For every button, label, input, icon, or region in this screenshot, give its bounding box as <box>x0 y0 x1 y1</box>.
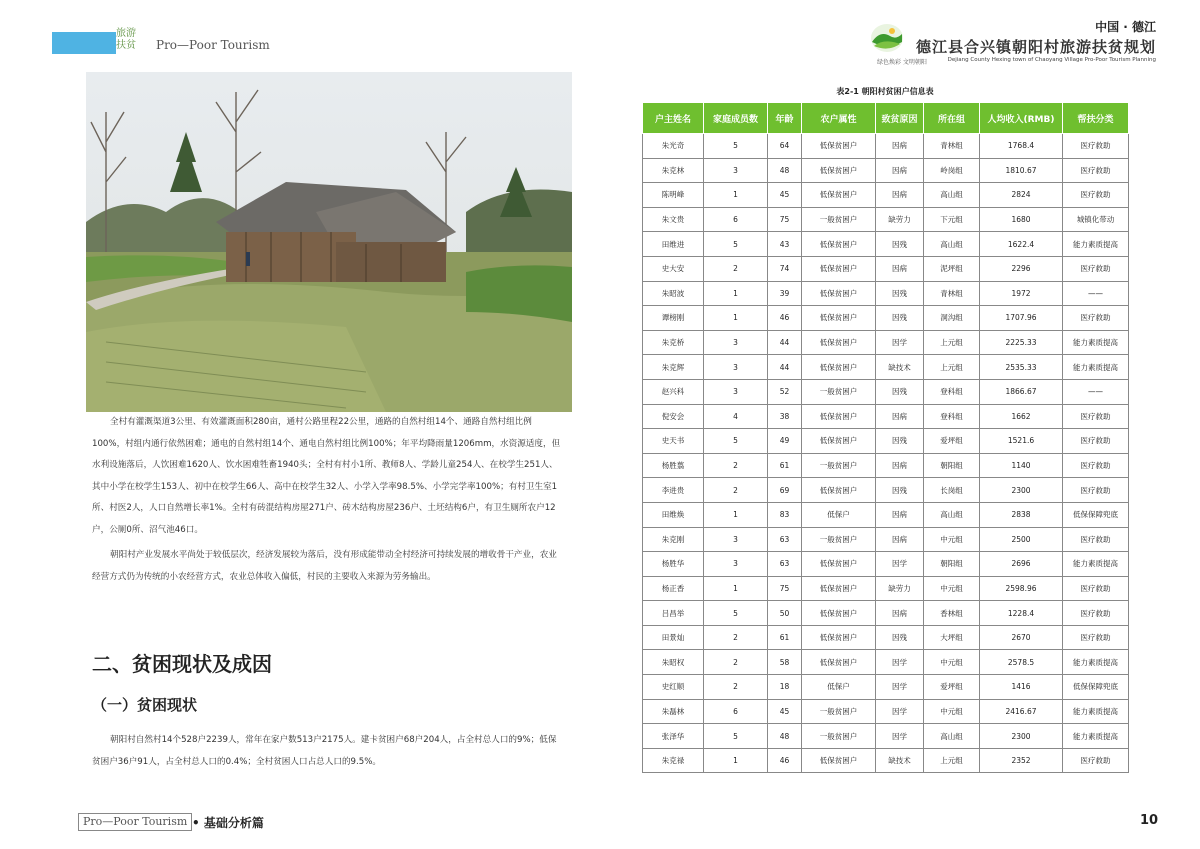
cell-type: 低保贫困户 <box>802 330 876 355</box>
paragraph-infrastructure: 全村有灌溉渠道3公里、有效灌溉面积280亩，通村公路里程22公里，通路的自然村组14个、通路自然村组比例100%，村组内通行依然困难；通电的自然村组14个、通电自然村组比例100%；年平均降雨量1206mm，水资源适度，但水利设施落后，人饮困难1620人、饮水困难牲畜1940头；全村有村小1所、教师8人、学龄儿童254人、在校学生251人、其中小学在校学生153人、初中在校学生66人、高中在校学生32人、小学入学率98.5%、小学完学率100%；有村卫生室1所、村医2人，人口自然增长率1%。全村有砖混结构房屋271户、砖木结构房屋236户、土坯结构6户，有卫生厕所农户12户，公厕0所、沼气池46口。 <box>92 417 561 535</box>
header-household-type: 农户属性 <box>802 103 876 134</box>
cell-size: 2 <box>704 453 768 478</box>
cell-type: 低保贫困户 <box>802 650 876 675</box>
table-row <box>643 748 1129 773</box>
paragraph-industry: 朝阳村产业发展水平尚处于较低层次，经济发展较为落后，没有形成能带动全村经济可持续发展的增收骨干产业，农业经营方式仍为传统的小农经营方式，农业总体收入偏低，村民的主要收入来源为劳务输出。 <box>92 550 557 582</box>
table-caption: 表2-1 朝阳村贫困户信息表 <box>836 87 934 96</box>
header-english-title: Pro—Poor Tourism <box>156 38 270 52</box>
cell-aid: 医疗救助 <box>1063 256 1129 281</box>
cell-income: 1521.6 <box>980 429 1063 454</box>
cell-aid: 医疗救助 <box>1063 134 1129 159</box>
cell-income: 2296 <box>980 256 1063 281</box>
cell-name: 朱磊林 <box>643 699 704 724</box>
cell-age: 46 <box>768 306 802 331</box>
table-row <box>643 134 1129 159</box>
cell-group: 上元组 <box>924 355 980 380</box>
cell-cause: 缺技术 <box>876 355 924 380</box>
cell-cause: 因病 <box>876 527 924 552</box>
cell-type: 低保贫困户 <box>802 478 876 503</box>
cell-cause: 因学 <box>876 675 924 700</box>
footer-section-name: • 基础分析篇 <box>192 816 264 830</box>
cell-aid: 能力素质提高 <box>1063 232 1129 257</box>
cell-type: 低保贫困户 <box>802 183 876 208</box>
cell-age: 48 <box>768 724 802 749</box>
cell-cause: 缺劳力 <box>876 576 924 601</box>
cell-size: 4 <box>704 404 768 429</box>
footer-english-box: Pro—Poor Tourism <box>78 813 192 831</box>
cell-group: 上元组 <box>924 330 980 355</box>
cell-type: 一般贫困户 <box>802 379 876 404</box>
village-house-photo <box>86 72 572 412</box>
cell-name: 朱昭波 <box>643 281 704 306</box>
logo-line-2: 扶贫 <box>116 40 136 51</box>
table-row <box>643 576 1129 601</box>
table-row <box>643 478 1129 503</box>
cell-aid: 医疗救助 <box>1063 404 1129 429</box>
cell-income: 2416.67 <box>980 699 1063 724</box>
cell-group: 高山组 <box>924 502 980 527</box>
cell-age: 69 <box>768 478 802 503</box>
cell-aid: 能力素质提高 <box>1063 355 1129 380</box>
cell-group: 中元组 <box>924 576 980 601</box>
cell-aid: 医疗救助 <box>1063 748 1129 773</box>
cell-cause: 因病 <box>876 134 924 159</box>
cell-size: 5 <box>704 724 768 749</box>
cell-type: 低保贫困户 <box>802 552 876 577</box>
cell-group: 中元组 <box>924 650 980 675</box>
cell-size: 6 <box>704 699 768 724</box>
cell-aid: 能力素质提高 <box>1063 699 1129 724</box>
cell-aid: 能力素质提高 <box>1063 724 1129 749</box>
cell-age: 49 <box>768 429 802 454</box>
cell-aid: 医疗救助 <box>1063 576 1129 601</box>
table-row <box>643 256 1129 281</box>
cell-group: 高山组 <box>924 232 980 257</box>
table-row <box>643 158 1129 183</box>
cell-cause: 因病 <box>876 404 924 429</box>
cell-aid: 能力素质提高 <box>1063 552 1129 577</box>
cell-age: 52 <box>768 379 802 404</box>
cell-income: 1810.67 <box>980 158 1063 183</box>
cell-group: 香林组 <box>924 601 980 626</box>
cell-income: 2670 <box>980 625 1063 650</box>
cell-type: 低保贫困户 <box>802 158 876 183</box>
cell-size: 1 <box>704 306 768 331</box>
cell-income: 1622.4 <box>980 232 1063 257</box>
cell-age: 61 <box>768 453 802 478</box>
cell-group: 岭岗组 <box>924 158 980 183</box>
cell-income: 2598.96 <box>980 576 1063 601</box>
header-household-head: 户主姓名 <box>643 103 704 134</box>
cell-aid: 医疗救助 <box>1063 429 1129 454</box>
cell-name: 朱昭权 <box>643 650 704 675</box>
cell-income: 2352 <box>980 748 1063 773</box>
cell-group: 中元组 <box>924 527 980 552</box>
cell-aid: 医疗救助 <box>1063 601 1129 626</box>
cell-age: 18 <box>768 675 802 700</box>
cell-group: 朝阳组 <box>924 552 980 577</box>
cell-group: 青林组 <box>924 281 980 306</box>
cell-aid: 医疗救助 <box>1063 306 1129 331</box>
cell-type: 低保贫困户 <box>802 256 876 281</box>
village-logo-icon <box>868 22 906 54</box>
cell-income: 1680 <box>980 207 1063 232</box>
cell-size: 5 <box>704 232 768 257</box>
cell-age: 61 <box>768 625 802 650</box>
cell-type: 低保贫困户 <box>802 281 876 306</box>
header-plan-title: 德江县合兴镇朝阳村旅游扶贫规划 <box>915 38 1156 56</box>
cell-income: 2500 <box>980 527 1063 552</box>
cell-type: 低保户 <box>802 502 876 527</box>
cell-name: 杨胜华 <box>643 552 704 577</box>
table-row <box>643 453 1129 478</box>
cell-size: 1 <box>704 748 768 773</box>
cell-income: 2824 <box>980 183 1063 208</box>
cell-group: 登科组 <box>924 379 980 404</box>
cell-size: 1 <box>704 281 768 306</box>
cell-age: 39 <box>768 281 802 306</box>
table-row <box>643 281 1129 306</box>
paragraph-poverty-status: 朝阳村自然村14个528户2239人，常年在家户数513户2175人。建卡贫困户68户204人，占全村总人口的9%；低保贫困户36户91人，占全村总人口的0.4%；全村贫困人口占总人口的9.5%。 <box>92 735 557 767</box>
table-row <box>643 552 1129 577</box>
cell-name: 朱克辉 <box>643 355 704 380</box>
header-country: 中国 · 德江 <box>1095 20 1156 34</box>
cell-name: 朱克刚 <box>643 527 704 552</box>
cell-name: 陈明峰 <box>643 183 704 208</box>
subsection-heading: （一）贫困现状 <box>92 696 198 714</box>
table-row <box>643 675 1129 700</box>
cell-income: 1416 <box>980 675 1063 700</box>
cell-income: 1228.4 <box>980 601 1063 626</box>
cell-income: 1662 <box>980 404 1063 429</box>
cell-size: 3 <box>704 355 768 380</box>
cell-cause: 因学 <box>876 552 924 577</box>
cell-cause: 因残 <box>876 379 924 404</box>
cell-age: 45 <box>768 699 802 724</box>
cell-size: 5 <box>704 134 768 159</box>
header-family-size: 家庭成员数 <box>704 103 768 134</box>
cell-age: 64 <box>768 134 802 159</box>
cell-cause: 因病 <box>876 601 924 626</box>
table-row <box>643 601 1129 626</box>
cell-aid: 医疗救助 <box>1063 625 1129 650</box>
cell-name: 田维进 <box>643 232 704 257</box>
cell-aid: 医疗救助 <box>1063 478 1129 503</box>
cell-age: 44 <box>768 355 802 380</box>
cell-type: 一般贫困户 <box>802 527 876 552</box>
cell-aid: 低保保障兜底 <box>1063 502 1129 527</box>
cell-age: 48 <box>768 158 802 183</box>
cell-type: 一般贫困户 <box>802 453 876 478</box>
header-plan-english: Dejiang County Hexing town of Chaoyang Village Pro-Poor Tourism Planning <box>947 57 1156 63</box>
cell-group: 青林组 <box>924 134 980 159</box>
cell-name: 倪安会 <box>643 404 704 429</box>
cell-cause: 因病 <box>876 502 924 527</box>
cell-name: 史大安 <box>643 256 704 281</box>
cell-group: 登科组 <box>924 404 980 429</box>
cell-cause: 因残 <box>876 281 924 306</box>
cell-type: 低保贫困户 <box>802 404 876 429</box>
cell-cause: 缺劳力 <box>876 207 924 232</box>
cell-name: 吕昌举 <box>643 601 704 626</box>
cell-size: 2 <box>704 625 768 650</box>
table-row <box>643 724 1129 749</box>
table-row <box>643 306 1129 331</box>
header-group: 所在组 <box>924 103 980 134</box>
cell-cause: 因学 <box>876 650 924 675</box>
cell-name: 史天书 <box>643 429 704 454</box>
cell-group: 高山组 <box>924 724 980 749</box>
cell-cause: 因病 <box>876 256 924 281</box>
cell-group: 大坪组 <box>924 625 980 650</box>
table-row <box>643 379 1129 404</box>
cell-size: 3 <box>704 552 768 577</box>
page-number: 10 <box>1140 813 1159 828</box>
cell-group: 下元组 <box>924 207 980 232</box>
cell-income: 1707.96 <box>980 306 1063 331</box>
cell-name: 朱光奇 <box>643 134 704 159</box>
section-heading: 二、贫困现状及成因 <box>92 652 272 676</box>
cell-cause: 因病 <box>876 183 924 208</box>
cell-type: 低保贫困户 <box>802 306 876 331</box>
cell-size: 1 <box>704 576 768 601</box>
cell-type: 低保户 <box>802 675 876 700</box>
cell-size: 2 <box>704 256 768 281</box>
header-aid-category: 帮扶分类 <box>1063 103 1129 134</box>
tourism-poverty-logo <box>116 28 152 56</box>
cell-cause: 因残 <box>876 429 924 454</box>
cell-aid: —— <box>1063 281 1129 306</box>
cell-age: 63 <box>768 527 802 552</box>
cell-cause: 因残 <box>876 625 924 650</box>
cell-income: 1140 <box>980 453 1063 478</box>
cell-size: 2 <box>704 478 768 503</box>
cell-name: 谭榜刚 <box>643 306 704 331</box>
logo-line-1: 旅游 <box>116 28 136 39</box>
cell-type: 低保贫困户 <box>802 576 876 601</box>
cell-income: 1972 <box>980 281 1063 306</box>
cell-cause: 因学 <box>876 699 924 724</box>
table-row <box>643 404 1129 429</box>
cell-size: 6 <box>704 207 768 232</box>
cell-cause: 因病 <box>876 453 924 478</box>
table-row <box>643 207 1129 232</box>
cell-age: 75 <box>768 576 802 601</box>
table-header-row <box>643 103 1129 134</box>
cell-age: 45 <box>768 183 802 208</box>
cell-name: 杨胜翦 <box>643 453 704 478</box>
cell-name: 朱克禄 <box>643 748 704 773</box>
cell-aid: —— <box>1063 379 1129 404</box>
cell-size: 2 <box>704 675 768 700</box>
table-row <box>643 625 1129 650</box>
cell-type: 一般贫困户 <box>802 724 876 749</box>
cell-income: 2300 <box>980 478 1063 503</box>
cell-aid: 医疗救助 <box>1063 158 1129 183</box>
header-income: 人均收入(RMB) <box>980 103 1063 134</box>
cell-type: 一般贫困户 <box>802 207 876 232</box>
cell-income: 2578.5 <box>980 650 1063 675</box>
cell-type: 一般贫困户 <box>802 699 876 724</box>
cell-name: 朱文贵 <box>643 207 704 232</box>
header-slogan: 绿色焕彩 文明朝阳 <box>877 59 927 66</box>
cell-group: 长岗组 <box>924 478 980 503</box>
cell-group: 爱坪组 <box>924 675 980 700</box>
cell-type: 低保贫困户 <box>802 355 876 380</box>
table-row <box>643 355 1129 380</box>
cell-cause: 因残 <box>876 306 924 331</box>
cell-group: 洞沟组 <box>924 306 980 331</box>
cell-age: 74 <box>768 256 802 281</box>
cell-size: 1 <box>704 183 768 208</box>
cell-size: 5 <box>704 601 768 626</box>
cell-aid: 低保保障兜底 <box>1063 675 1129 700</box>
cell-age: 46 <box>768 748 802 773</box>
cell-name: 朱克林 <box>643 158 704 183</box>
cell-income: 1866.67 <box>980 379 1063 404</box>
table-row <box>643 330 1129 355</box>
cell-size: 3 <box>704 527 768 552</box>
cell-type: 低保贫困户 <box>802 625 876 650</box>
cell-aid: 城镇化带动 <box>1063 207 1129 232</box>
cell-group: 爱坪组 <box>924 429 980 454</box>
cell-group: 上元组 <box>924 748 980 773</box>
cell-aid: 医疗救助 <box>1063 183 1129 208</box>
header-age: 年龄 <box>768 103 802 134</box>
cell-name: 朱克桥 <box>643 330 704 355</box>
cell-aid: 医疗救助 <box>1063 453 1129 478</box>
poverty-household-table <box>642 102 1129 773</box>
table-row <box>643 527 1129 552</box>
cell-group: 朝阳组 <box>924 453 980 478</box>
cell-cause: 因残 <box>876 232 924 257</box>
cell-group: 泥坪组 <box>924 256 980 281</box>
cell-age: 38 <box>768 404 802 429</box>
cell-size: 2 <box>704 650 768 675</box>
cell-name: 田维焕 <box>643 502 704 527</box>
cell-income: 1768.4 <box>980 134 1063 159</box>
cell-size: 3 <box>704 158 768 183</box>
header-poverty-cause: 致贫原因 <box>876 103 924 134</box>
cell-aid: 能力素质提高 <box>1063 650 1129 675</box>
cell-income: 2535.33 <box>980 355 1063 380</box>
cell-name: 田景灿 <box>643 625 704 650</box>
cell-cause: 因学 <box>876 330 924 355</box>
cell-group: 中元组 <box>924 699 980 724</box>
cell-cause: 因学 <box>876 724 924 749</box>
cell-aid: 能力素质提高 <box>1063 330 1129 355</box>
cell-size: 3 <box>704 330 768 355</box>
cell-age: 44 <box>768 330 802 355</box>
cell-income: 2696 <box>980 552 1063 577</box>
cell-income: 2838 <box>980 502 1063 527</box>
cell-type: 低保贫困户 <box>802 429 876 454</box>
cell-cause: 缺技术 <box>876 748 924 773</box>
table-row <box>643 232 1129 257</box>
table-row <box>643 699 1129 724</box>
cell-name: 杨正香 <box>643 576 704 601</box>
cell-age: 83 <box>768 502 802 527</box>
cell-group: 高山组 <box>924 183 980 208</box>
cell-age: 50 <box>768 601 802 626</box>
cell-income: 2225.33 <box>980 330 1063 355</box>
cell-name: 张泽华 <box>643 724 704 749</box>
cell-size: 5 <box>704 429 768 454</box>
cell-age: 43 <box>768 232 802 257</box>
cell-size: 1 <box>704 502 768 527</box>
cell-name: 史红顺 <box>643 675 704 700</box>
cell-age: 58 <box>768 650 802 675</box>
cell-income: 2300 <box>980 724 1063 749</box>
header-color-bar <box>52 32 116 54</box>
cell-type: 低保贫困户 <box>802 601 876 626</box>
cell-type: 低保贫困户 <box>802 232 876 257</box>
cell-aid: 医疗救助 <box>1063 527 1129 552</box>
cell-name: 李进贵 <box>643 478 704 503</box>
table-row <box>643 650 1129 675</box>
cell-cause: 因病 <box>876 158 924 183</box>
cell-age: 63 <box>768 552 802 577</box>
cell-age: 75 <box>768 207 802 232</box>
cell-name: 赵兴科 <box>643 379 704 404</box>
table-row <box>643 183 1129 208</box>
cell-type: 低保贫困户 <box>802 134 876 159</box>
table-row <box>643 502 1129 527</box>
cell-size: 3 <box>704 379 768 404</box>
cell-cause: 因残 <box>876 478 924 503</box>
cell-type: 低保贫困户 <box>802 748 876 773</box>
table-row <box>643 429 1129 454</box>
